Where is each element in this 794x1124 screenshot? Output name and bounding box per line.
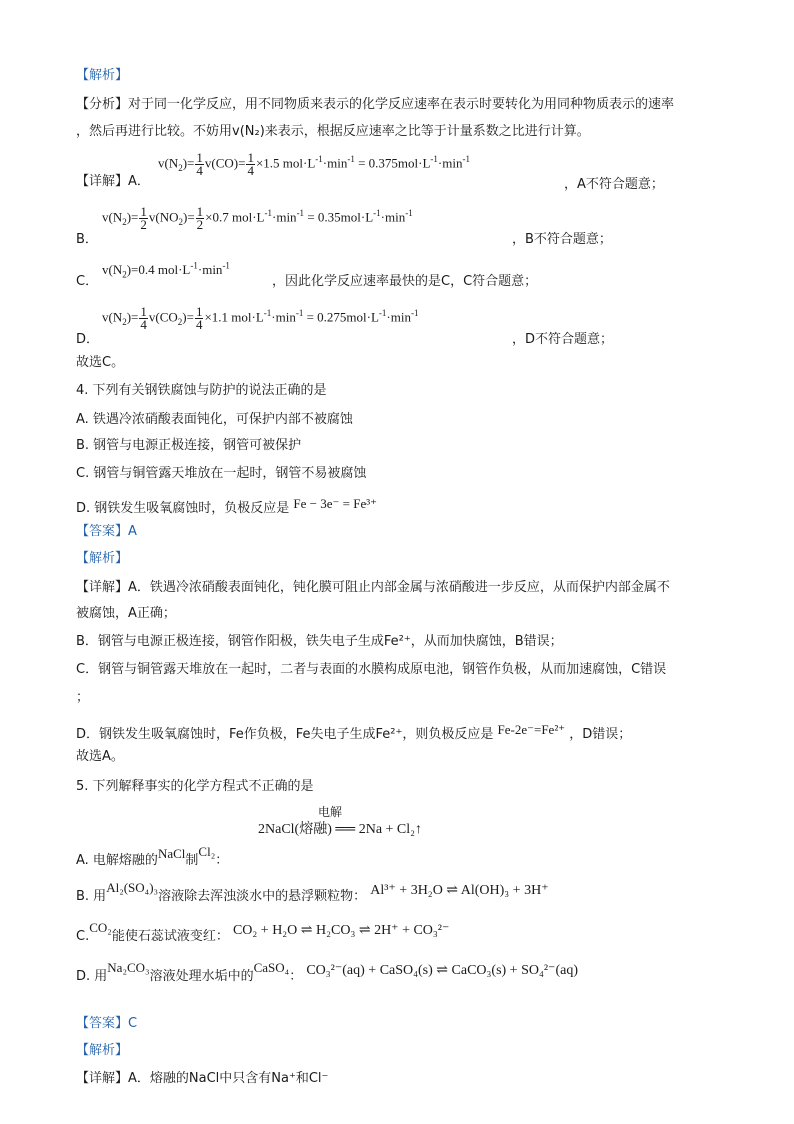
analysis-4-heading: 【解析】 (76, 551, 129, 566)
detail-a-suffix: ，A不符合题意； (564, 177, 664, 192)
detail-5-a: 【详解】A．熔融的NaCl中只含有Na⁺和Cl⁻ (76, 1071, 329, 1086)
q5a-text-1: A. 电解熔融的 (76, 853, 158, 868)
equation-a: $v(N_2)=$ $\frac{1}{4}$ v(CO)= $\frac{1}{4}$ ×1.5 $mol\cdot L^{-1}\cdot\min^{-1} = 0.375mol\cdot L^{-1}\cdot\min^{-1}$ (158, 150, 470, 178)
q5-option-d (76, 958, 578, 987)
q5a-colon: ： (215, 853, 229, 868)
detail-4-c-line-2: ； (76, 690, 90, 705)
q5a-formula-cl2: Cl₂ (198, 844, 216, 859)
q5-option-a (76, 842, 228, 871)
analysis-heading: 【解析】 (76, 68, 129, 83)
analysis-line-1: 【分析】对于同一化学反应，用不同物质来表示的化学反应速率在表示时要转化为用同种物质表示的速率 (76, 97, 675, 112)
detail-4-a-line-2: 被腐蚀，A正确； (76, 606, 176, 621)
detail-d-prefix: D． (76, 332, 100, 347)
q4-option-b: B. 钢管与电源正极连接，钢管可被保护 (76, 438, 302, 453)
q5c-formula: CO₂ (89, 920, 112, 935)
q5b-formula: Al₂(SO₄)₃ (106, 880, 159, 895)
detail-b-prefix: B． (76, 232, 98, 247)
detail-4-d-equation: Fe-2e⁻=Fe²⁺ (497, 722, 566, 737)
choose-a: 故选A。 (76, 749, 124, 764)
detail-d-suffix: ，D不符合题意； (512, 332, 614, 347)
q4-option-d-equation: Fe − 3e⁻ = Fe³⁺ (293, 496, 377, 511)
equation-c: $v(N_2)=0.4$ $mol\cdot L^{-1}\cdot\min^{-1}$ (102, 260, 230, 280)
answer-5: 【答案】C (76, 1016, 138, 1031)
detail-4-c-line-1: C．钢管与铜管露天堆放在一起时，二者与表面的水膜构成原电池，钢管作负极，从而加速腐蚀，C错误 (76, 662, 667, 677)
analysis-line-2: ，然后再进行比较。不妨用v(N₂)来表示，根据反应速率之比等于计量系数之比进行计算。 (76, 124, 590, 139)
q4-option-d (76, 494, 377, 519)
q5d-formula-2: CaSO₄ (253, 960, 290, 975)
detail-4-d-text: D．钢铁发生吸氧腐蚀时，Fe作负极，Fe失电子生成Fe²⁺，则负极反应是 (76, 727, 494, 742)
detail-c-suffix: ，因此化学反应速率最快的是C，C符合题意； (272, 274, 538, 289)
q5b-equation: Al³⁺ + 3H₂O ⇌ Al(OH)₃ + 3H⁺ (370, 883, 549, 898)
equation-d: $v(N_2)=$ $\frac{1}{4}$ $v(CO_2)=$ $\frac{1}{4}$ ×1.1 $mol\cdot L^{-1}\cdot\min^{-1} = 0.275mol\cdot L^{-1}\cdot\min^{-1}$ (102, 304, 419, 332)
equation-b: $v(N_2)=$ $\frac{1}{2}$ $v(NO_2)=$ $\frac{1}{2}$ ×0.7 $mol\cdot L^{-1}\cdot\min^{-1} = 0.35mol\cdot L^{-1}\cdot\min^{-1}$ (102, 204, 413, 232)
detail-a-prefix: 【详解】A． (76, 174, 150, 189)
q5a-equation: 2NaCl(熔融) ══ 2Na + Cl₂↑ (258, 822, 423, 837)
q5-option-b (76, 878, 549, 907)
q5d-text-2: 溶液处理水垢中的 (149, 969, 254, 984)
q5b-text-2: 溶液除去浑浊淡水中的悬浮颗粒物： (158, 889, 367, 904)
detail-4-d-suffix: ，D错误； (569, 727, 632, 742)
detail-b-suffix: ，B不符合题意； (512, 232, 612, 247)
q5d-equation: CO₃²⁻(aq) + CaSO₄(s) ⇌ CaCO₃(s) + SO₄²⁻(aq) (306, 963, 578, 978)
q5a-formula-nacl: NaCl (157, 846, 186, 861)
q5c-equation: CO₂ + H₂O ⇌ H₂CO₃ ⇌ 2H⁺ + CO₃²⁻ (232, 923, 450, 938)
q5d-formula: Na₂CO₃ (107, 960, 150, 975)
q5-option-c (76, 918, 449, 947)
answer-4: 【答案】A (76, 524, 137, 539)
detail-c-prefix: C． (76, 274, 99, 289)
q5a-equation-top: 电解 (318, 805, 343, 819)
question-4: 4. 下列有关钢铁腐蚀与防护的说法正确的是 (76, 383, 327, 398)
q5a-text-2: 制 (185, 853, 199, 868)
detail-option-a (76, 172, 150, 192)
choose-c: 故选C。 (76, 355, 125, 370)
q4-option-a: A. 铁遇冷浓硝酸表面钝化，可保护内部不被腐蚀 (76, 412, 353, 427)
question-5: 5. 下列解释事实的化学方程式不正确的是 (76, 779, 314, 794)
q4-option-d-text: D. 钢铁发生吸氧腐蚀时，负极反应是 (76, 501, 290, 516)
q5b-text-1: B. 用 (76, 889, 107, 904)
q5d-text-1: D. 用 (76, 969, 108, 984)
q4-option-c: C. 钢管与铜管露天堆放在一起时，钢管不易被腐蚀 (76, 466, 367, 481)
q5d-colon: ： (289, 969, 303, 984)
detail-4-a-line-1: 【详解】A．铁遇冷浓硝酸表面钝化，钝化膜可阻止内部金属与浓硝酸进一步反应，从而保护内部金属不 (76, 580, 670, 595)
q5c-text-2: 能使石蕊试液变红： (111, 929, 229, 944)
q5c-text-1: C. (76, 929, 90, 944)
analysis-5-heading: 【解析】 (76, 1043, 129, 1058)
detail-4-b: B．钢管与电源正极连接，钢管作阳极，铁失电子生成Fe²⁺，从而加快腐蚀，B错误； (76, 634, 563, 649)
detail-4-d (76, 720, 631, 745)
